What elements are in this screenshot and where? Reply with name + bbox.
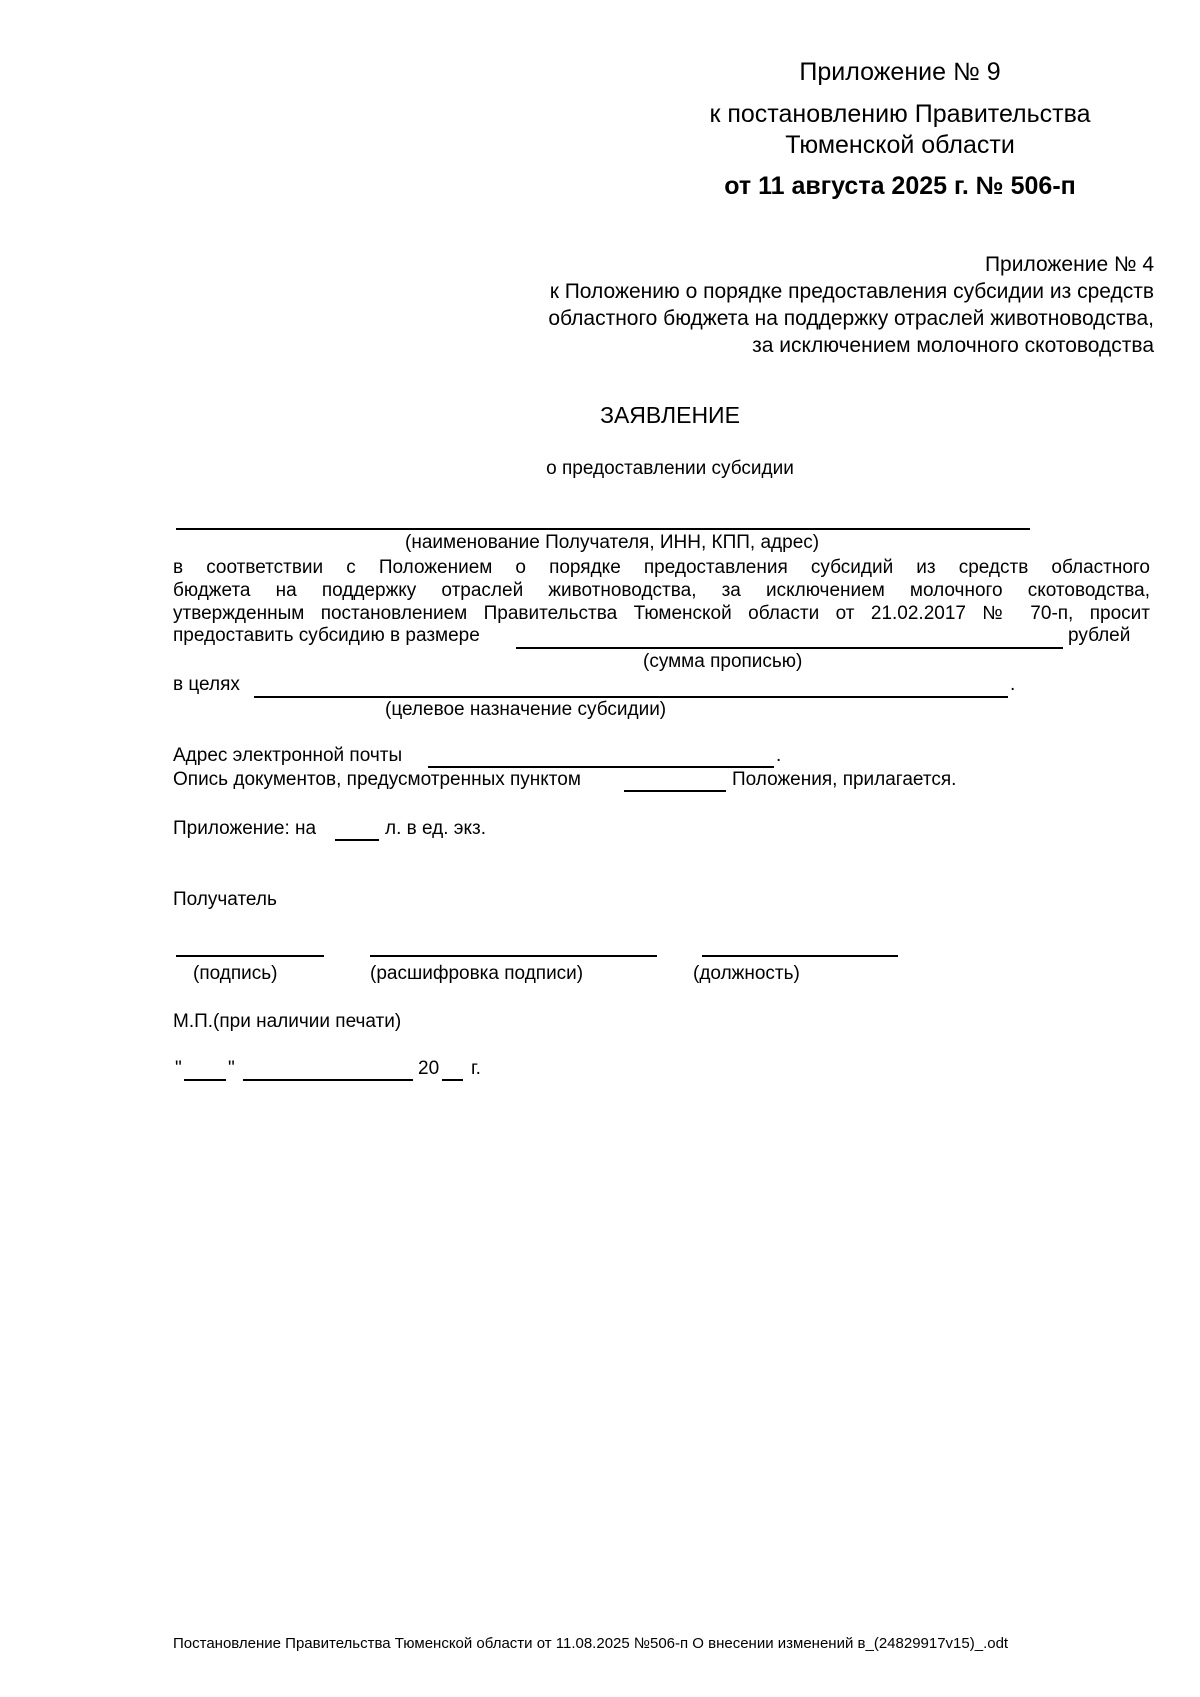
date-year-prefix: 20 <box>418 1058 440 1079</box>
paragraph-line-2: бюджета на поддержку отраслей животноводства, за исключением молочного скотоводства, <box>173 580 1150 601</box>
date-month-blank-line[interactable] <box>243 1079 413 1081</box>
docs-suffix: Положения, прилагается. <box>732 769 957 790</box>
signature-blank-line[interactable] <box>176 955 324 957</box>
purpose-caption: (целевое назначение субсидии) <box>385 699 667 720</box>
amount-suffix: рублей <box>1068 625 1131 646</box>
paragraph-line-3: утвержденным постановлением Правительства Тюменской области от 21.02.2017 № 70-п, просит <box>173 603 1150 624</box>
date-quote-open: " <box>175 1058 182 1079</box>
recipient-blank-line[interactable] <box>176 528 1030 530</box>
date-year-blank-line[interactable] <box>442 1079 463 1081</box>
amount-caption: (сумма прописью) <box>643 651 803 672</box>
docs-prefix: Опись документов, предусмотренных пунктом <box>173 769 581 790</box>
appendix-4-heading: Приложение № 4 <box>984 253 1154 276</box>
stamp-note: М.П.(при наличии печати) <box>173 1011 402 1032</box>
purpose-prefix: в целях <box>173 674 240 695</box>
recipient-caption: (наименование Получателя, ИНН, КПП, адрес) <box>405 532 820 553</box>
signature-caption: (подпись) <box>193 963 278 984</box>
decryption-blank-line[interactable] <box>370 955 657 957</box>
page-footer: Постановление Правительства Тюменской области от 11.08.2025 №506-п О внесении изменений в_(24829917v15)_.odt <box>173 1635 1009 1652</box>
date-quote-close: " <box>228 1058 235 1079</box>
amount-blank-line[interactable] <box>516 647 1063 649</box>
attachment-suffix: л. в ед. экз. <box>385 818 487 839</box>
email-label: Адрес электронной почты <box>173 745 403 766</box>
resolution-reference-line-2: Тюменской области <box>785 131 1015 159</box>
purpose-dot: . <box>1010 674 1016 695</box>
document-title: ЗАЯВЛЕНИЕ <box>600 402 740 428</box>
amount-prefix: предоставить субсидию в размере <box>173 625 480 646</box>
request-paragraph <box>173 556 1150 625</box>
date-year-suffix: г. <box>471 1058 481 1079</box>
email-blank-line[interactable] <box>428 766 774 768</box>
purpose-blank-line[interactable] <box>254 696 1008 698</box>
recipient-label: Получатель <box>173 889 277 910</box>
resolution-date: от 11 августа 2025 г. № 506-п <box>724 172 1076 200</box>
regulation-reference-line-2: областного бюджета на поддержку отраслей животноводства, <box>548 307 1154 330</box>
email-dot: . <box>776 745 782 766</box>
resolution-reference-line-1: к постановлению Правительства <box>709 100 1091 128</box>
position-blank-line[interactable] <box>702 955 898 957</box>
date-day-blank-line[interactable] <box>184 1079 226 1081</box>
attachment-pages-blank-line[interactable] <box>335 839 379 841</box>
attachment-prefix: Приложение: на <box>173 818 317 839</box>
appendix-9-heading: Приложение № 9 <box>799 58 1001 86</box>
regulation-reference-line-3: за исключением молочного скотоводства <box>752 334 1154 357</box>
position-caption: (должность) <box>693 963 800 984</box>
regulation-reference-line-1: к Положению о порядке предоставления субсидии из средств <box>549 280 1154 303</box>
docs-item-blank-line[interactable] <box>624 790 726 792</box>
paragraph-line-1: в соответствии с Положением о порядке предоставления субсидий из средств областного <box>173 557 1150 578</box>
decryption-caption: (расшифровка подписи) <box>370 963 584 984</box>
document-subtitle: о предоставлении субсидии <box>546 458 794 479</box>
